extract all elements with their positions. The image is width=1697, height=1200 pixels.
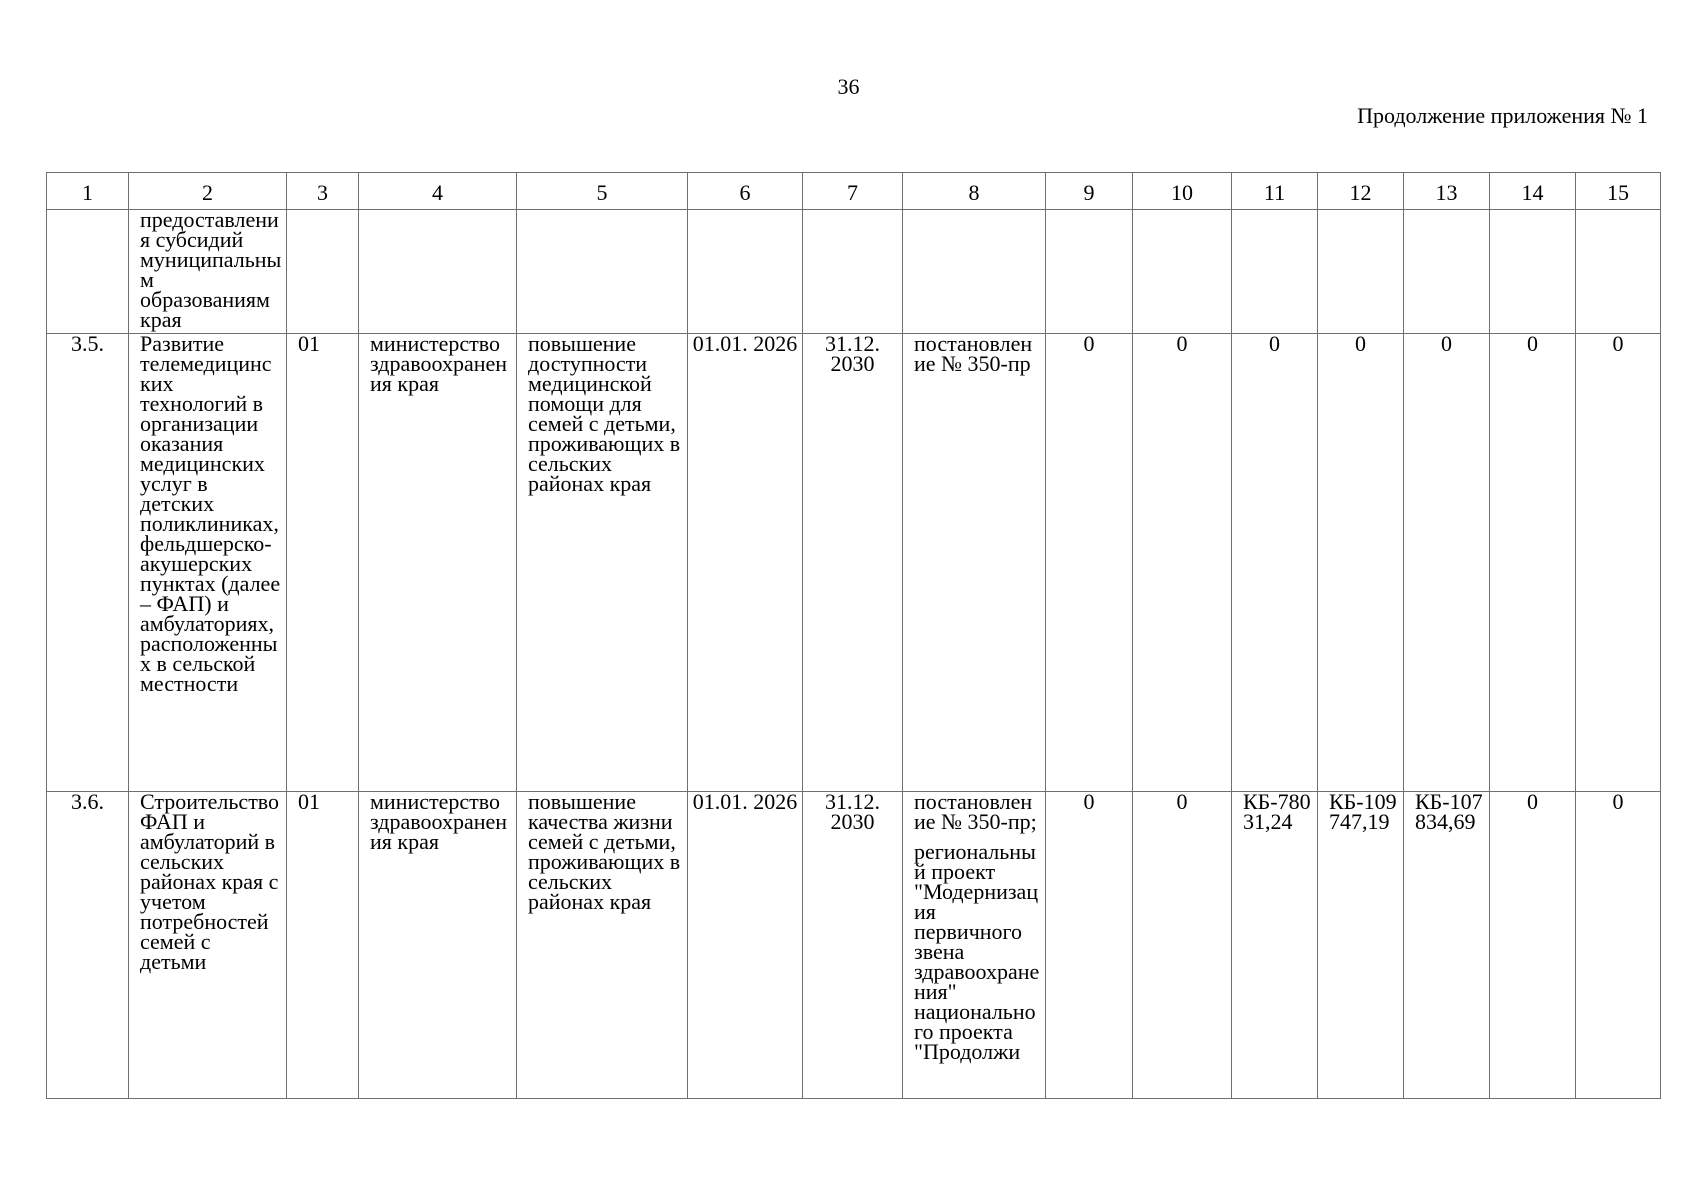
cell-responsible: министерство здравоохранения края — [359, 334, 517, 792]
cell-value: 0 — [1404, 334, 1490, 792]
column-header: 12 — [1318, 173, 1404, 210]
table-row — [47, 210, 1661, 334]
cell-end-date — [803, 210, 903, 334]
page-number: 36 — [837, 74, 860, 99]
cell-value — [1490, 210, 1576, 334]
cell-value: 0 — [1490, 334, 1576, 792]
cell-code: 01 — [287, 334, 359, 792]
cell-value: 0 — [1232, 334, 1318, 792]
column-header: 10 — [1133, 173, 1232, 210]
column-header: 3 — [287, 173, 359, 210]
basis-text: постановление № 350-пр; — [914, 791, 1037, 834]
cell-value: КБ-78031,24 — [1232, 792, 1318, 1099]
column-header: 14 — [1490, 173, 1576, 210]
cell-number: 3.6. — [47, 792, 129, 1099]
column-header: 11 — [1232, 173, 1318, 210]
cell-value: 0 — [1576, 792, 1661, 1099]
column-header: 6 — [688, 173, 803, 210]
cell-value: 0 — [1133, 792, 1232, 1099]
cell-value: 0 — [1046, 334, 1133, 792]
cell-value — [1232, 210, 1318, 334]
table-row — [47, 334, 1661, 792]
cell-start-date: 01.01. 2026 — [688, 334, 803, 792]
cell-value — [1133, 210, 1232, 334]
cell-result — [517, 210, 688, 334]
cell-start-date — [688, 210, 803, 334]
cell-value — [1576, 210, 1661, 334]
cell-value: 0 — [1318, 334, 1404, 792]
cell-number: 3.5. — [47, 334, 129, 792]
column-header: 1 — [47, 173, 129, 210]
basis-text: постановление № 350-пр — [914, 333, 1033, 376]
cell-value — [1318, 210, 1404, 334]
column-header: 13 — [1404, 173, 1490, 210]
cell-responsible: министерство здравоохранения края — [359, 792, 517, 1099]
cell-start-date: 01.01. 2026 — [688, 792, 803, 1099]
cell-basis — [903, 334, 1046, 792]
cell-event-name: Строительство ФАП и амбулаторий в сельских районах края с учетом потребностей семей с детьми — [129, 792, 287, 1099]
cell-value — [1046, 210, 1133, 334]
cell-value: КБ-107834,69 — [1404, 792, 1490, 1099]
cell-code: 01 — [287, 792, 359, 1099]
appendix-continuation-note: Продолжение приложения № 1 — [1357, 103, 1648, 128]
column-header: 5 — [517, 173, 688, 210]
column-header: 2 — [129, 173, 287, 210]
table-row — [47, 792, 1661, 1099]
column-header: 9 — [1046, 173, 1133, 210]
cell-basis — [903, 792, 1046, 1099]
header-row — [47, 173, 1661, 210]
cell-result: повышение доступности медицинской помощи для семей с детьми, проживающих в сельских районах края — [517, 334, 688, 792]
column-header: 4 — [359, 173, 517, 210]
cell-responsible — [359, 210, 517, 334]
cell-basis — [903, 210, 1046, 334]
cell-value: 0 — [1576, 334, 1661, 792]
cell-event-name: Развитие телемедицинских технологий в организации оказания медицинских услуг в детских поликлиниках, фельдшерско-акушерских пунктах (далее – ФАП) и амбулаториях, расположенных в сельской местности — [129, 334, 287, 792]
cell-event-name: предоставления субсидий муниципальным образованиям края — [129, 210, 287, 334]
appendix-table — [46, 172, 1661, 1099]
cell-end-date: 31.12. 2030 — [803, 334, 903, 792]
basis-text-project: региональный проект "Модернизация первичного звена здравоохранения" национального проекта "Продолжи — [914, 839, 1040, 1064]
cell-value: КБ-109747,19 — [1318, 792, 1404, 1099]
cell-result: повышение качества жизни семей с детьми, проживающих в сельских районах края — [517, 792, 688, 1099]
cell-value: 0 — [1133, 334, 1232, 792]
cell-end-date: 31.12. 2030 — [803, 792, 903, 1099]
cell-value — [1404, 210, 1490, 334]
cell-value: 0 — [1046, 792, 1133, 1099]
cell-value: 0 — [1490, 792, 1576, 1099]
column-header: 7 — [803, 173, 903, 210]
column-header: 8 — [903, 173, 1046, 210]
cell-number — [47, 210, 129, 334]
column-header: 15 — [1576, 173, 1661, 210]
cell-code — [287, 210, 359, 334]
